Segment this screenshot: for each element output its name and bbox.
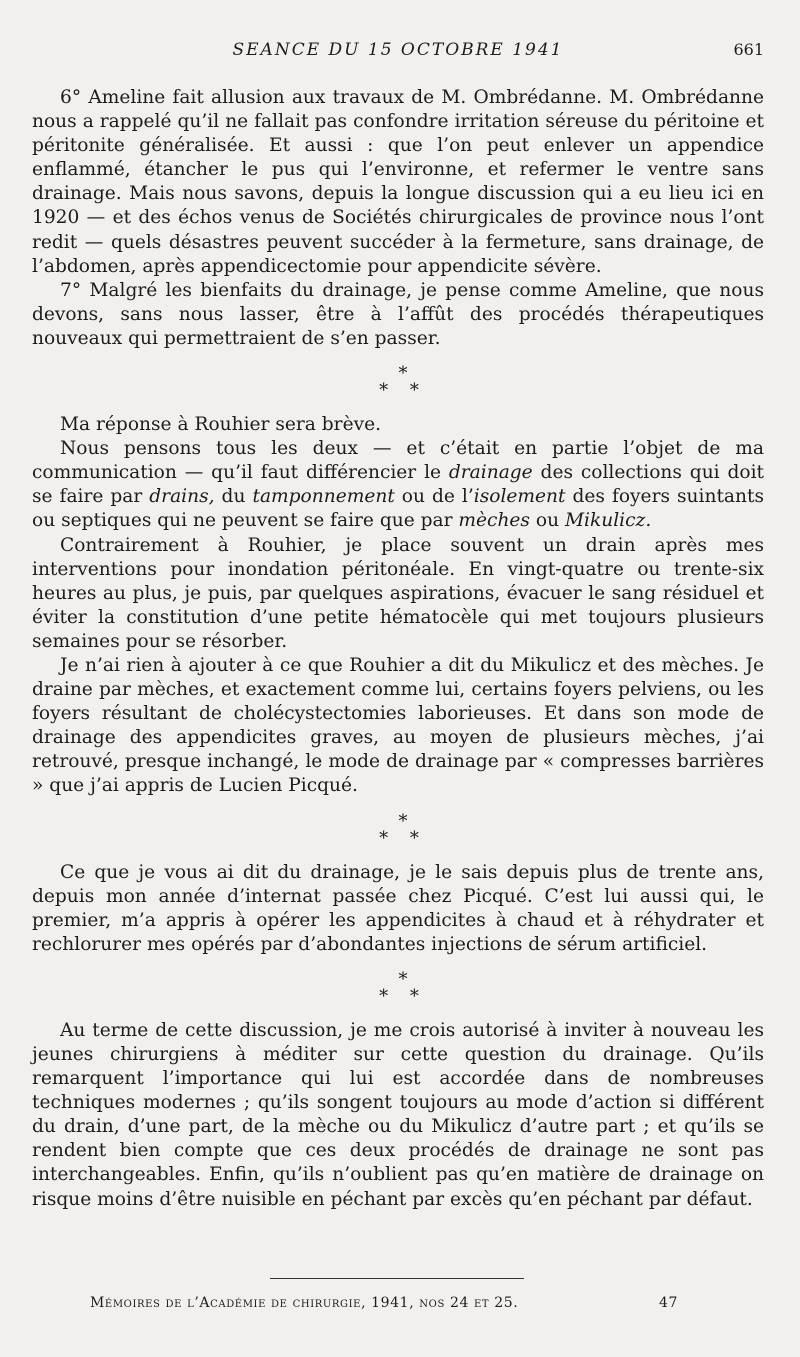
header-title: SEANCE DU 15 OCTOBRE 1941 — [232, 40, 564, 60]
page-number: 661 — [733, 40, 764, 59]
paragraph-mikulicz: Je n’ai rien à ajouter à ce que Rouhier a dit du Mikulicz et des mèches. Je draine par mèches, et exactement comme lui, certains foyers pelviens, ou les foyers résultant de cholécystectomies laborieuses. Et dans son mode de drainage des appendicites graves, au moyen de plusieurs mèches, j’ai retrouvé, presque inchangé, le mode de drainage par « compresses barrières » que j’ai appris de Lucien Picqué. — [32, 654, 764, 797]
paragraph-point-7: 7° Malgré les bienfaits du drainage, je pense comme Ameline, que nous devons, sans nous lasser, être à l’affût des procédés thérapeutiques nouveaux qui permettraient de s’en passer. — [32, 279, 764, 349]
paragraph-conclusion: Au terme de cette discussion, je me crois autorisé à inviter à nouveau les jeunes chirurgiens à méditer sur cette question du drainage. Qu’ils remarquent l’importance qui lui est accordée dans de nombreuses techniques modernes ; qu’ils songent toujours au mode d’action si différent du drain, d’une part, de la mèche ou du Mikulicz d’autre part ; et qu’ils se rendent bien compte que ces deux procédés de drainage ne sont pas interchangeables. Enfin, qu’ils n’oublient pas qu’en matière de drainage on risque moins d’être nuisible en péchant par excès qu’en péchant par défaut. — [32, 1019, 764, 1210]
footer-rule — [270, 1278, 524, 1279]
paragraph-point-6: 6° Ameline fait allusion aux travaux de M. Ombrédanne. M. Ombrédanne nous a rappelé qu’il ne fallait pas confondre irritation séreuse du péritoine et péritonite généralisée. Et aussi : que l’on peut enlever un appendice enflammé, étancher le pus qui l’environne, et refermer le ventre sans drainage. Mais nous savons, depuis la longue discussion qui a eu lieu ici en 1920 — et des échos venus de Sociétés chirurgicales de province nous l’ont redit — quels désastres peuvent succéder à la fermeture, sans drainage, de l’abdomen, après appendicectomie pour appendicite sévère. — [32, 87, 764, 277]
asterism-top: * — [398, 968, 408, 990]
asterism-divider — [32, 968, 764, 1007]
asterism-bottom: * * — [379, 380, 427, 402]
paragraph-contrairement: Contrairement à Rouhier, je place souvent un drain après mes interventions pour inondation péritonéale. En vingt-quatre ou trente-six heures au plus, je puis, par quelques aspirations, évacuer le sang résiduel et éviter la constitution d’une petite hématocèle qui met toujours plusieurs semaines pour se résorber. — [32, 534, 764, 652]
paragraph-picque: Ce que je vous ai dit du drainage, je le sais depuis plus de trente ans, depuis mon année d’internat passée chez Picqué. C’est lui aussi qui, le premier, m’a appris à opérer les appendicites à chaud et à réhydrater et rechlorurer mes opérés par d’abondantes injections de sérum artificiel. — [32, 861, 764, 955]
paragraph-reply-rouhier: Ma réponse à Rouhier sera brève. — [60, 414, 381, 436]
asterism-top: * — [398, 363, 408, 385]
asterism-top: * — [398, 810, 408, 832]
body-text — [32, 86, 764, 1212]
asterism-divider — [32, 363, 764, 402]
asterism-divider — [32, 810, 764, 849]
footer-citation: Mémoires de l’Académie de chirurgie, 1941, nos 24 et 25. — [90, 1295, 519, 1311]
paragraph-drainage-distinction: Nous pensons tous les deux — et c’était en partie l’objet de ma communication — qu’il faut différencier le drainage des collections qui doit se faire par drains, du tamponnement ou de l’isolement des foyers suintants ou septiques qui ne peuvent se faire que par mèches ou Mikulicz. — [32, 438, 764, 532]
running-header — [32, 38, 764, 62]
signature-number: 47 — [658, 1295, 678, 1311]
asterism-bottom: * * — [379, 985, 427, 1007]
asterism-bottom: * * — [379, 827, 427, 849]
